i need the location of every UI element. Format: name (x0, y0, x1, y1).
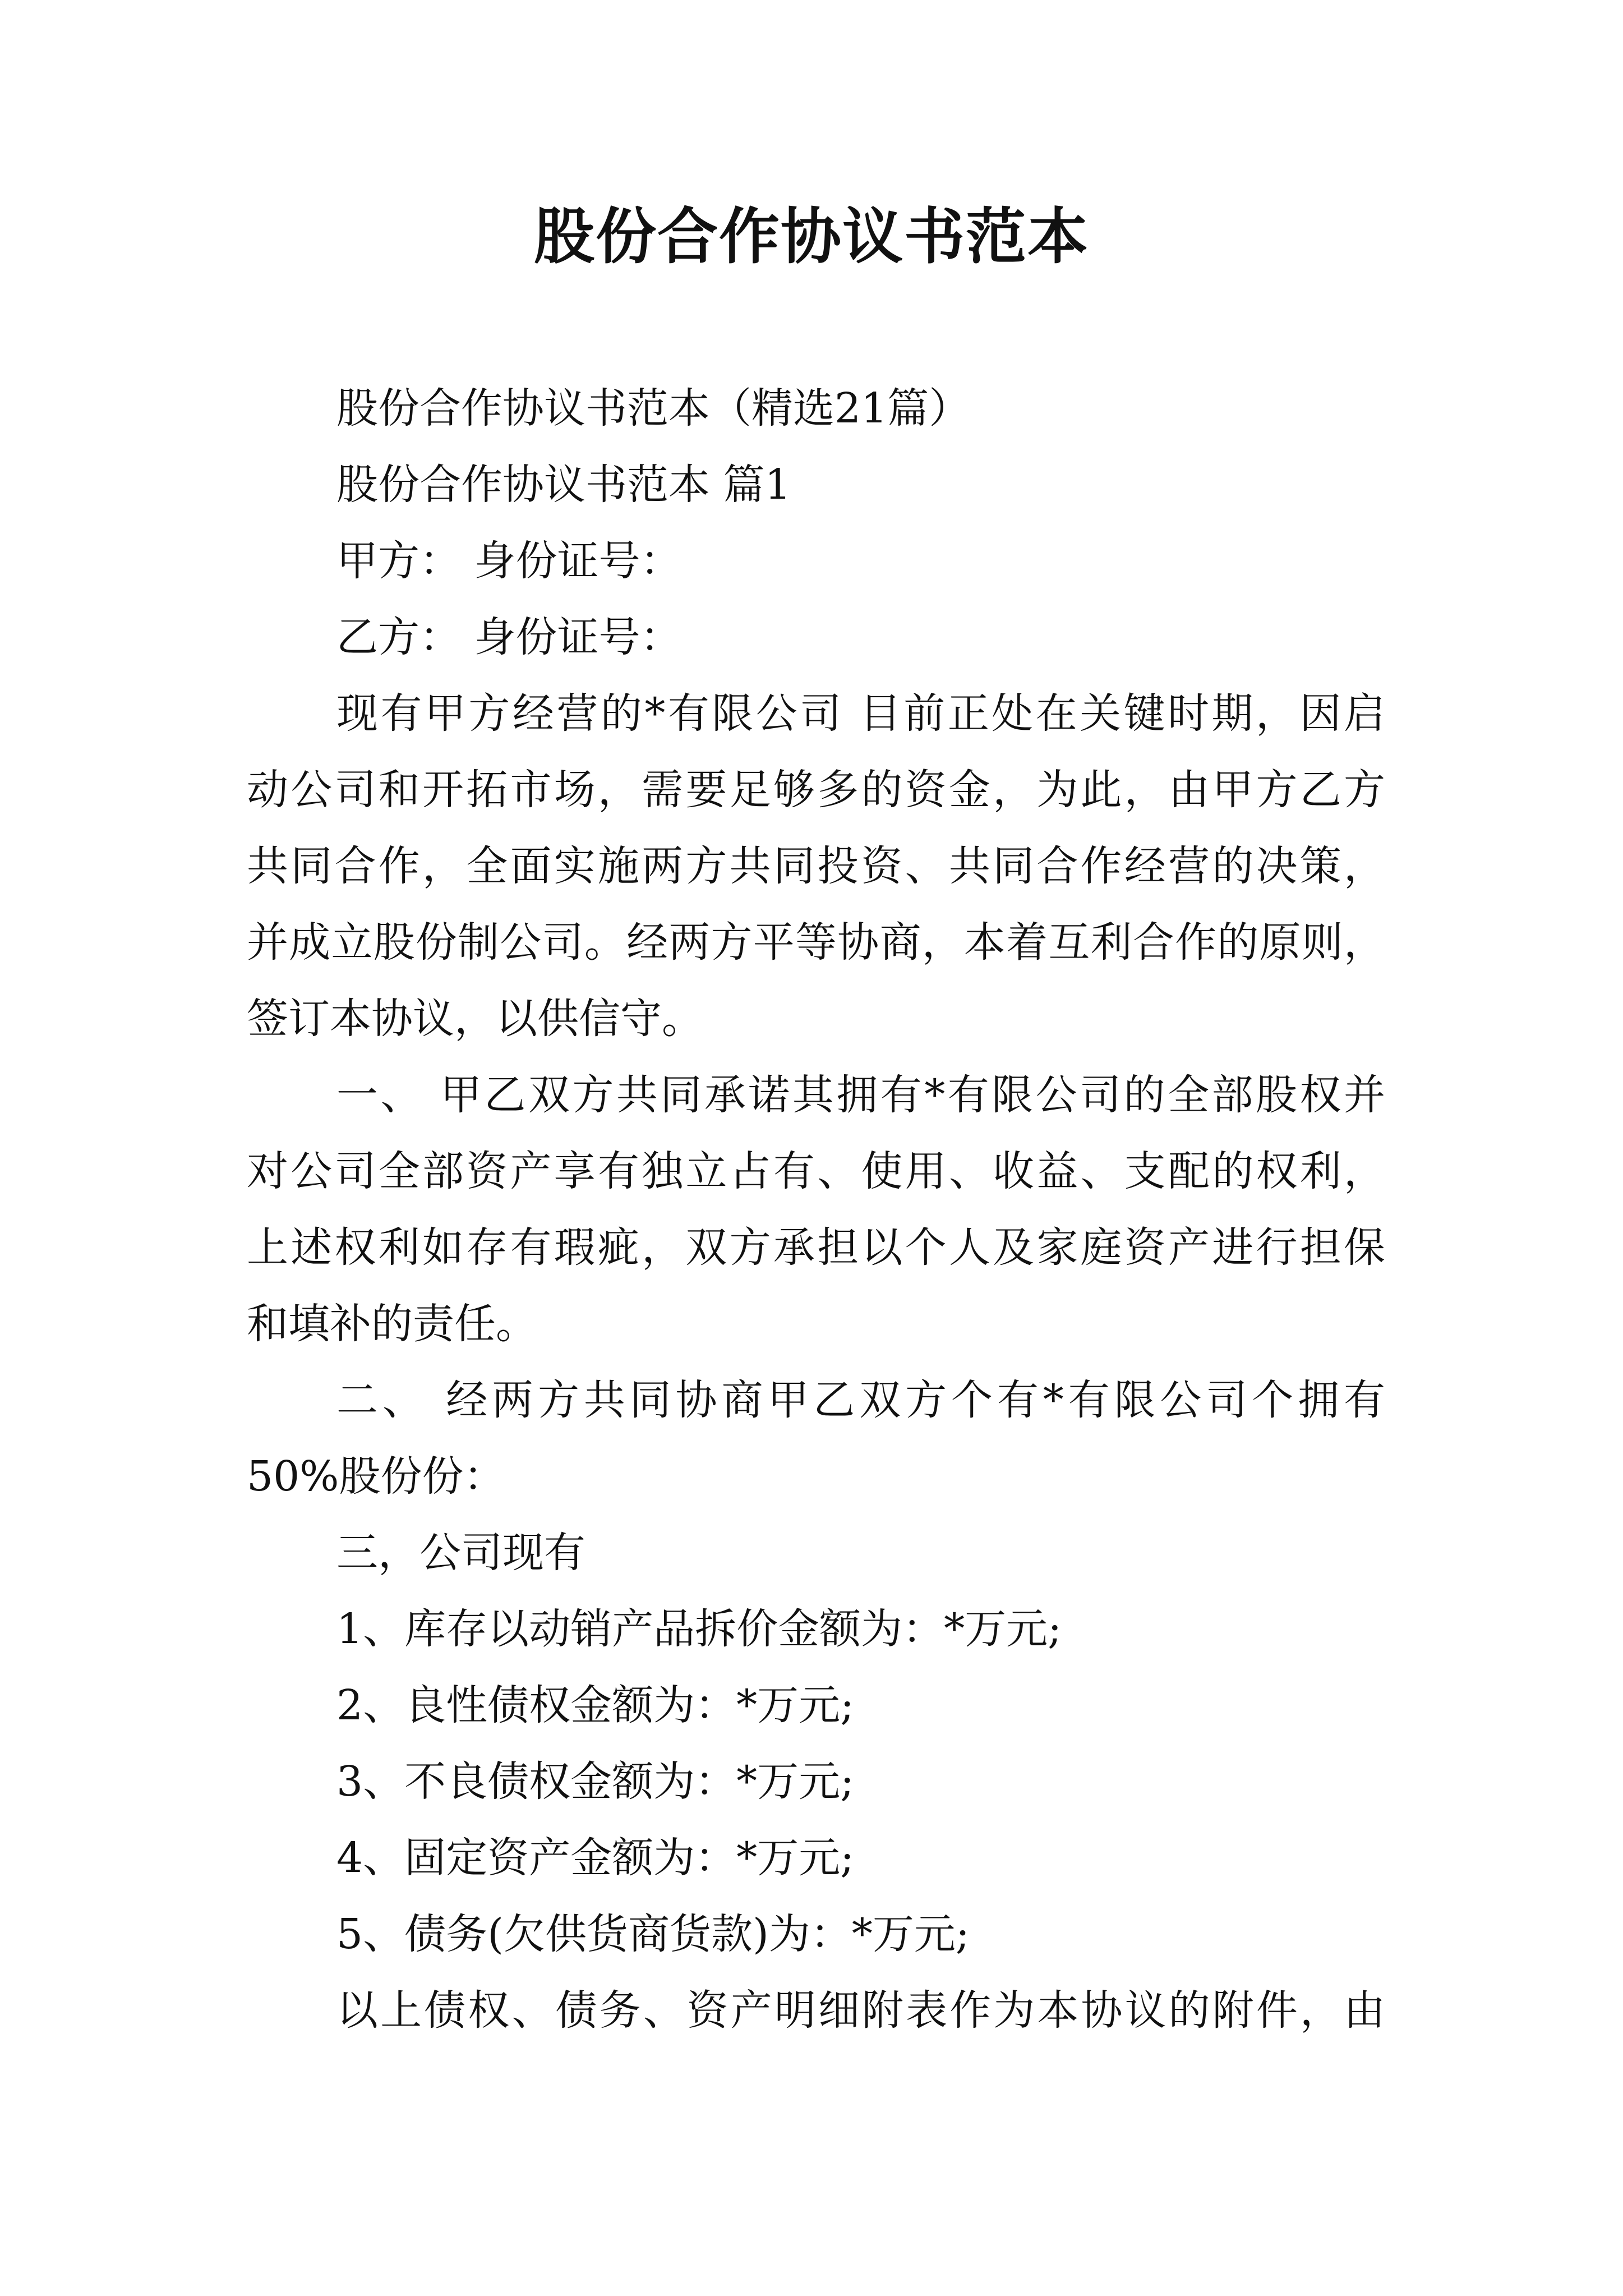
clause-one-line: 上述权利如存有瑕疵，双方承担以个人及家庭资产进行担保 (247, 1223, 1385, 1272)
party-b-line: 乙方： 身份证号： (336, 613, 682, 661)
clause-one-line: 对公司全部资产享有独立占有、使用、收益、支配的权利， (247, 1147, 1385, 1195)
paragraph-line: 现有甲方经营的*有限公司 目前正处在关键时期，因启 (336, 689, 1385, 738)
clause-two-line: 50%股份份： (247, 1452, 505, 1501)
list-item: 1、库存以动销产品拆价金额为：*万元; (336, 1605, 1062, 1653)
paragraph-line: 并成立股份制公司。经两方平等协商，本着互利合作的原则， (247, 918, 1385, 967)
clause-one-line: 一、 甲乙双方共同承诺其拥有*有限公司的全部股权并 (336, 1071, 1385, 1119)
paragraph-line: 签订本协议，以供信守。 (247, 995, 703, 1043)
clause-two-line: 二、 经两方共同协商甲乙双方个有*有限公司个拥有 (336, 1376, 1385, 1424)
paragraph-line: 动公司和开拓市场，需要足够多的资金，为此，由甲方乙方 (247, 766, 1385, 814)
document-title: 股份合作协议书范本 (533, 201, 1089, 272)
list-item: 3、不良债权金额为：*万元; (336, 1757, 855, 1806)
clause-one-line: 和填补的责任。 (247, 1300, 537, 1348)
paragraph-line: 以上债权、债务、资产明细附表作为本协议的附件，由 (336, 1986, 1385, 2035)
list-item: 4、固定资产金额为：*万元; (336, 1834, 855, 1882)
list-item: 5、债务(欠供货商货款)为：*万元; (336, 1910, 970, 1958)
list-item: 2、良性债权金额为：*万元; (336, 1681, 855, 1729)
paragraph-line: 共同合作，全面实施两方共同投资、共同合作经营的决策， (247, 842, 1385, 890)
clause-three-heading: 三，公司现有 (336, 1529, 585, 1577)
section-heading: 股份合作协议书范本 篇1 (336, 461, 791, 509)
party-a-line: 甲方： 身份证号： (336, 537, 682, 585)
document-body (247, 370, 1385, 2049)
subtitle-line: 股份合作协议书范本（精选21篇） (336, 384, 971, 432)
